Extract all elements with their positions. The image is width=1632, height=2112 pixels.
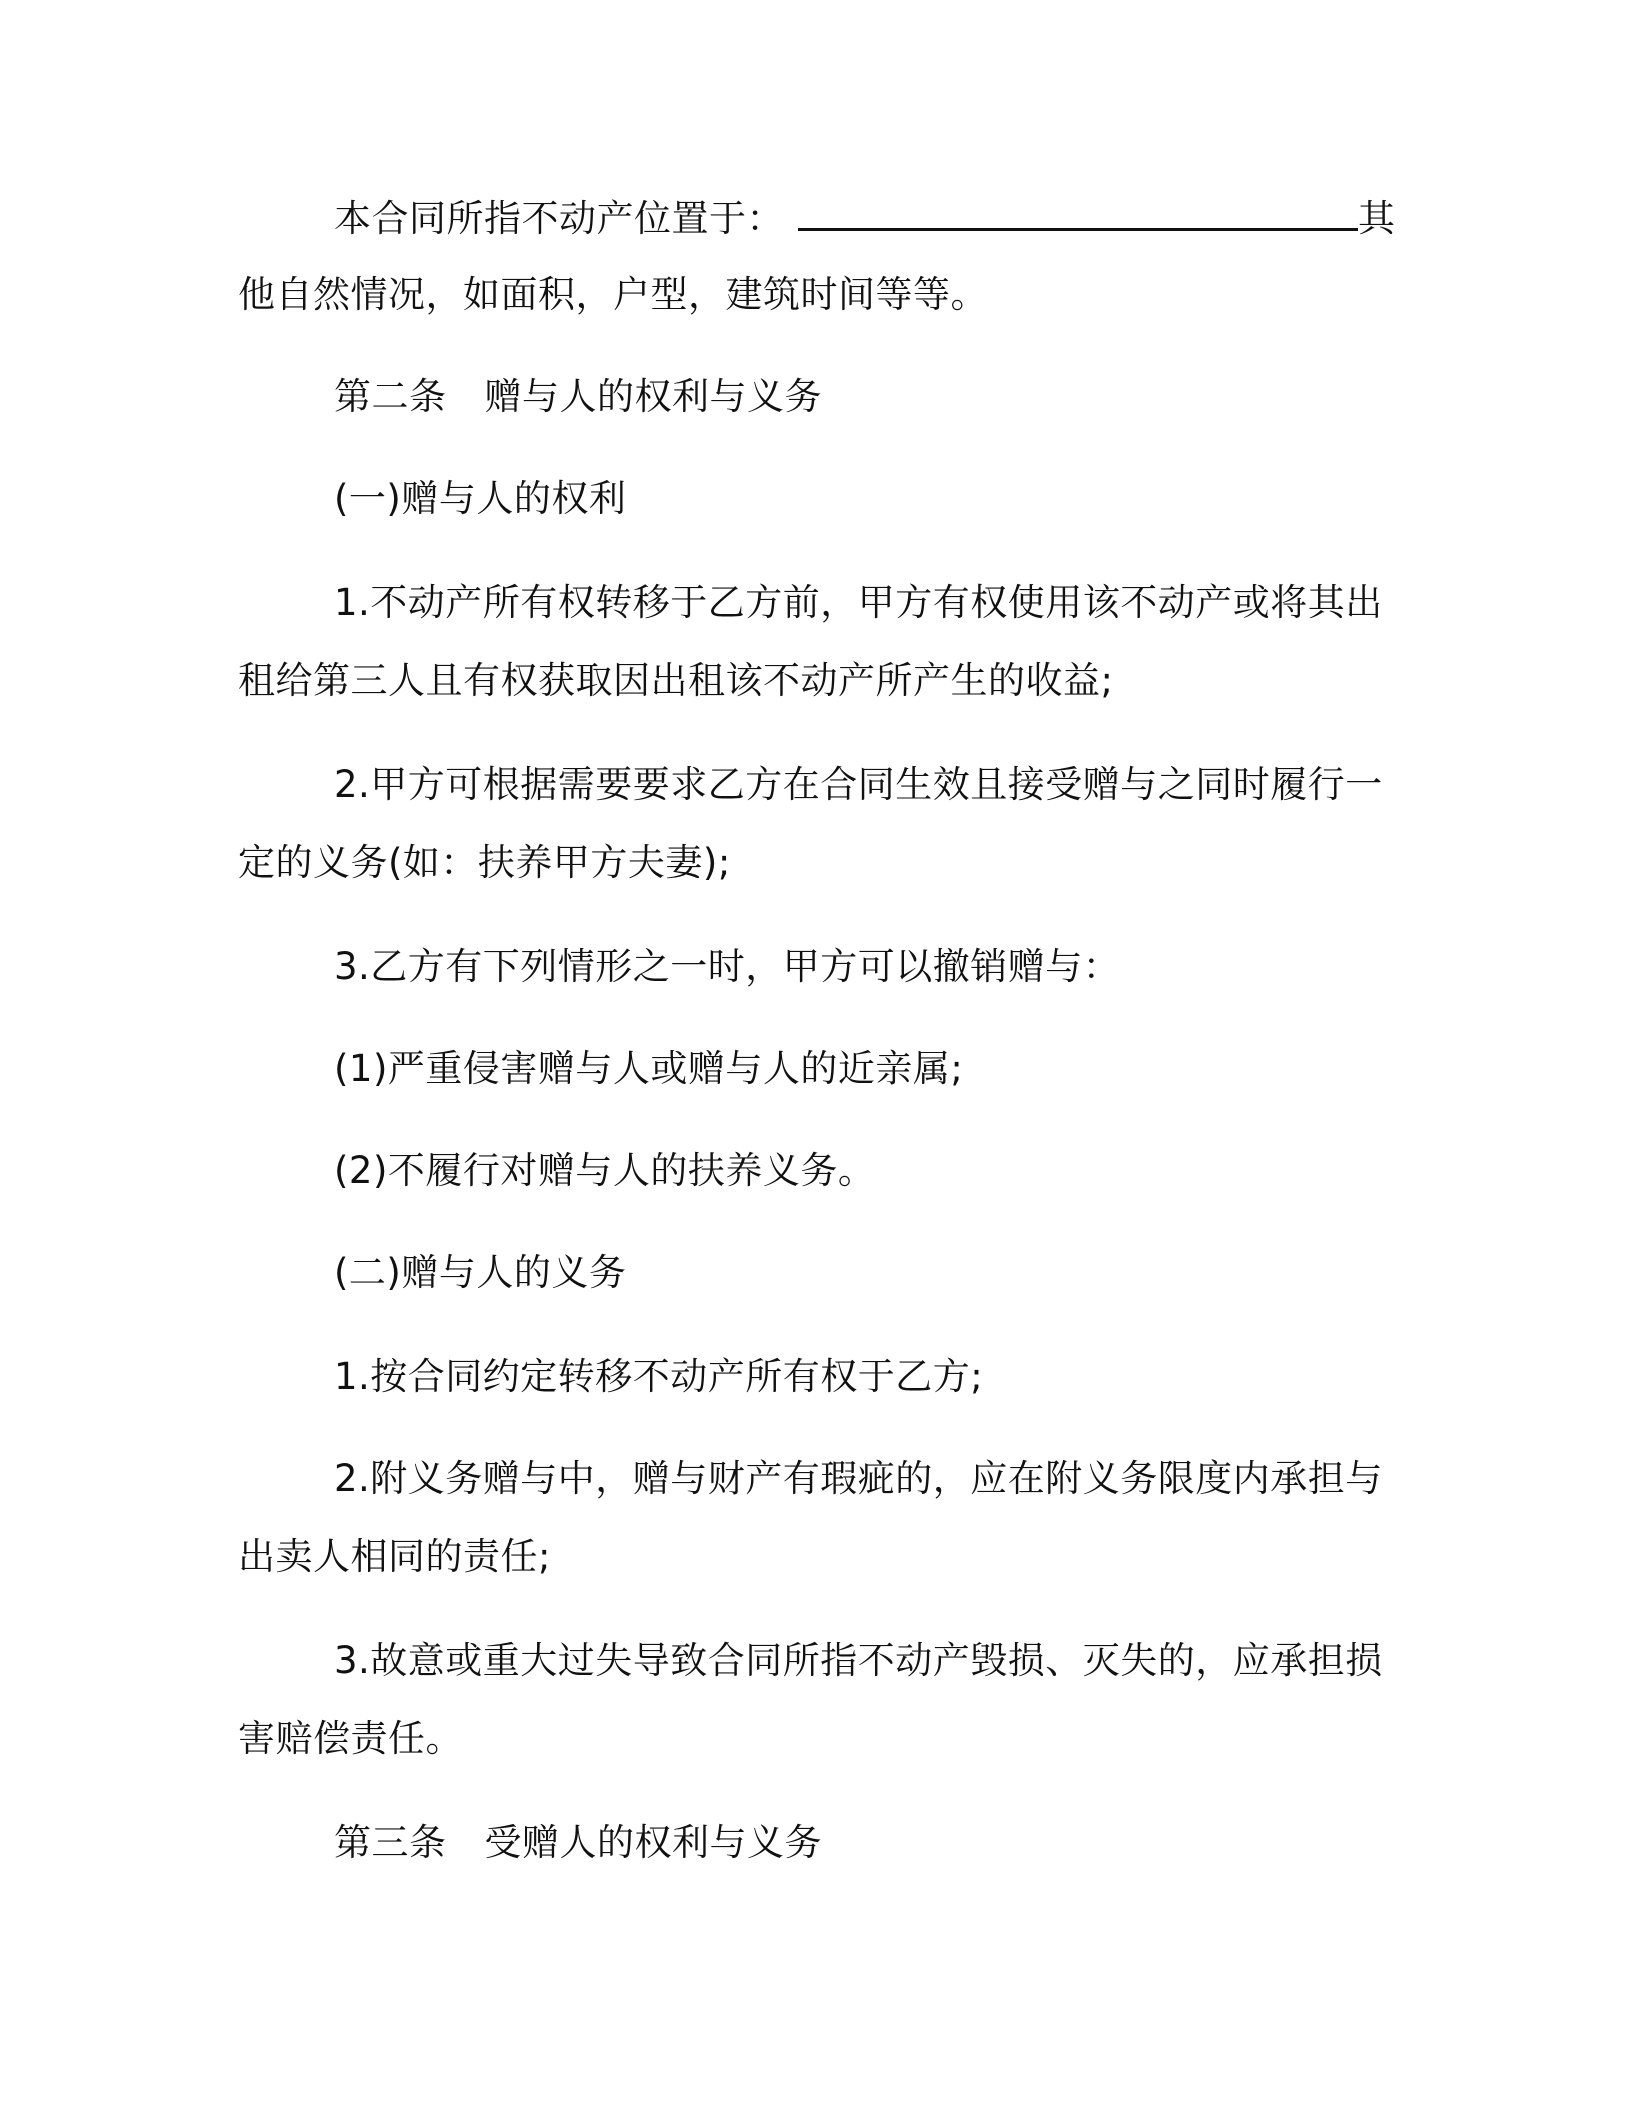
property-details-line: 他自然情况，如面积，户型，建筑时间等等。 <box>238 273 988 316</box>
article-2-title: 赠与人的权利与义务 <box>484 375 822 418</box>
property-location-blank <box>798 192 1358 231</box>
rights-item-3: 3.乙方有下列情形之一时，甲方可以撤销赠与： <box>334 945 1121 988</box>
article-3-title: 受赠人的权利与义务 <box>484 1821 822 1864</box>
article-3-number: 第三条 <box>334 1821 447 1864</box>
duties-item-3-line-2: 害赔偿责任。 <box>238 1717 463 1760</box>
rights-item-1-line-1: 1.不动产所有权转移于乙方前，甲方有权使用该不动产或将其出 <box>334 581 1383 624</box>
duties-item-2-line-2: 出卖人相同的责任; <box>238 1535 551 1578</box>
article-2-number: 第二条 <box>334 375 447 418</box>
rights-item-2-line-2: 定的义务(如：扶养甲方夫妻); <box>238 841 731 884</box>
rights-item-2-line-1: 2.甲方可根据需要要求乙方在合同生效且接受赠与之同时履行一 <box>334 763 1383 806</box>
donor-duties-heading: (二)赠与人的义务 <box>334 1251 627 1294</box>
property-location-label: 本合同所指不动产位置于： <box>334 197 784 240</box>
duties-item-1: 1.按合同约定转移不动产所有权于乙方; <box>334 1355 984 1398</box>
line-end-text: 其 <box>1358 197 1396 240</box>
donor-rights-heading: (一)赠与人的权利 <box>334 477 627 520</box>
duties-item-2-line-1: 2.附义务赠与中，赠与财产有瑕疵的，应在附义务限度内承担与 <box>334 1457 1383 1500</box>
article-2-heading <box>334 372 822 422</box>
rights-sub-item-2: (2)不履行对赠与人的扶养义务。 <box>334 1149 876 1192</box>
rights-item-1-line-2: 租给第三人且有权获取因出租该不动产所产生的收益; <box>238 659 1114 702</box>
property-location-line <box>334 192 1396 244</box>
rights-sub-item-1: (1)严重侵害赠与人或赠与人的近亲属; <box>334 1047 964 1090</box>
duties-item-3-line-1: 3.故意或重大过失导致合同所指不动产毁损、灭失的，应承担损 <box>334 1639 1383 1682</box>
article-3-heading <box>334 1818 822 1868</box>
